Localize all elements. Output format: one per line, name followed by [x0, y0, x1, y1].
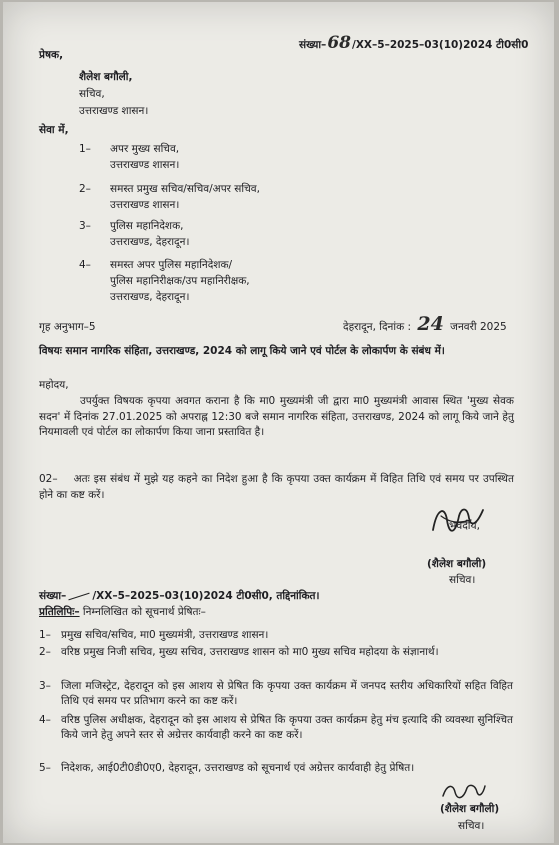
recipient-4-number: 4–: [79, 259, 91, 271]
copy-item-2: [39, 645, 513, 660]
copy-item-5: [39, 761, 513, 776]
copy-to-label: प्रतिलिपिः–: [39, 606, 80, 618]
copy-item-2-number: 2–: [39, 646, 51, 658]
recipient-3-line2: उत्तराखण्ड, देहरादून।: [110, 236, 190, 248]
sender-office: उत्तराखण्ड शासन।: [79, 105, 149, 117]
signatory-name-2: (शैलेश बगौली): [440, 803, 500, 815]
subject: [39, 344, 514, 360]
recipients-label: सेवा में,: [39, 124, 69, 136]
copy-item-4: [39, 713, 513, 743]
copy-reference: [39, 590, 320, 603]
dateline-handwritten-day: 24: [417, 313, 444, 335]
body-paragraph-2-text: अतः इस संबंध में मुझे यह कहने का निदेश हुआ है कि कृपया उक्त कार्यक्रम में विहित तिथि एवं समय पर उपस्थित होने का कष्ट करें।: [39, 473, 514, 501]
letter-page: [3, 2, 554, 843]
signatory-name-1: (शैलेश बगौली): [427, 558, 487, 570]
recipient-3-line1: पुलिस महानिदेशक,: [110, 220, 184, 232]
section-name: गृह अनुभाग–5: [39, 321, 96, 333]
salutation: महोदय,: [39, 379, 69, 391]
recipient-2-number: 2–: [79, 183, 91, 195]
copy-to-text: निम्नलिखित को सूचनार्थ प्रेषितः–: [82, 606, 206, 618]
copy-reference-prefix: संख्या–: [39, 590, 67, 602]
copy-item-3-number: 3–: [39, 680, 51, 692]
signatory-post-2: सचिव।: [458, 820, 485, 832]
dateline-prefix: देहरादून, दिनांक :: [343, 321, 412, 333]
copy-item-3-text: जिला मजिस्ट्रेट, देहरादून को इस आशय से प्रेषित कि कृपया उक्त कार्यक्रम में जनपद स्तरीय अधिकारियों सहित विहित तिथि एवं समय पर प्रतिभाग करने का कष्ट करें।: [61, 680, 513, 707]
copy-to-header: [39, 606, 206, 619]
copy-item-2-text: वरिष्ठ प्रमुख निजी सचिव, मुख्य सचिव, उत्तराखण्ड शासन को मा0 मुख्य सचिव महोदया के संज्ञानार्थ।: [61, 646, 439, 658]
body-paragraph-2-number: 02–: [39, 473, 58, 485]
sender-label: प्रेषक,: [39, 49, 64, 61]
copy-item-3: [39, 679, 513, 709]
recipient-4-line1: समस्त अपर पुलिस महानिदेशक/: [110, 259, 233, 271]
recipient-1-line2: उत्तराखण्ड शासन।: [110, 159, 180, 171]
dateline-suffix: जनवरी 2025: [450, 321, 507, 333]
copy-reference-slash-mark: [69, 592, 90, 600]
copy-item-1: [39, 628, 513, 643]
copy-item-4-number: 4–: [39, 714, 51, 726]
signatory-post-1: सचिव।: [449, 574, 476, 586]
subject-label: विषयः: [39, 345, 62, 357]
reference-suffix: /XX–5–2025–03(10)2024 टी0सी0: [351, 39, 529, 51]
copy-item-4-text: वरिष्ठ पुलिस अधीक्षक, देहरादून को इस आशय से प्रेषित कि कृपया उक्त कार्यक्रम हेतु मंच इत्यादि की व्यवस्था सुनिश्चित किये जाने हेतु अपने स्तर से अग्रेत्तर कार्यवाही करने का कष्ट करें।: [61, 714, 513, 741]
sender-post: सचिव,: [79, 88, 105, 100]
recipient-3-number: 3–: [79, 220, 91, 232]
body-paragraph-1: उपर्युक्त विषयक कृपया अवगत कराना है कि मा0 मुख्यमंत्री जी द्वारा मा0 मुख्यमंत्री आवास स्थित 'मुख्य सेवक सदन' में दिनांक 27.01.2025 को अपराह्न 12:30 बजे समान नागरिक संहिता, उत्तराखण्ड, 2024 को लागू किये जाने हेतु नियमावली एवं पोर्टल का लोकार्पण किया जाना प्रस्तावित है।: [39, 395, 514, 438]
copy-item-5-text: निदेशक, आई0टी0डी0ए0, देहरादून, उत्तराखण्ड को सूचनार्थ एवं अग्रेत्तर कार्यवाही हेतु प्रेषित।: [61, 762, 415, 774]
reference-prefix: संख्या–: [299, 39, 327, 51]
reference-handwritten-number: 68: [327, 33, 351, 53]
sender-name: शैलेश बगौली,: [79, 71, 133, 83]
recipient-2-line1: समस्त प्रमुख सचिव/सचिव/अपर सचिव,: [110, 183, 260, 195]
copy-item-5-number: 5–: [39, 762, 51, 774]
copy-reference-suffix: /XX–5–2025–03(10)2024 टी0सी0, तद्दिनांकित।: [92, 590, 320, 602]
subject-text: समान नागरिक संहिता, उत्तराखण्ड, 2024 को लागू किये जाने एवं पोर्टल के लोकार्पण के संबंध में।: [65, 345, 445, 357]
recipient-1-number: 1–: [79, 143, 91, 155]
dateline: [343, 313, 507, 335]
body-paragraph-2: [39, 472, 514, 503]
reference-number: [299, 33, 529, 53]
closing: भवदीय,: [449, 520, 480, 532]
recipient-1-line1: अपर मुख्य सचिव,: [110, 143, 180, 155]
copy-item-1-number: 1–: [39, 629, 51, 641]
recipient-2-line2: उत्तराखण्ड शासन।: [110, 199, 180, 211]
copy-item-1-text: प्रमुख सचिव/सचिव, मा0 मुख्यमंत्री, उत्तराखण्ड शासन।: [61, 629, 269, 641]
recipient-4-line3: उत्तराखण्ड, देहरादून।: [110, 291, 190, 303]
recipient-4-line2: पुलिस महानिरीक्षक/उप महानिरीक्षक,: [110, 275, 250, 287]
signature-scribble-2: [439, 780, 487, 802]
